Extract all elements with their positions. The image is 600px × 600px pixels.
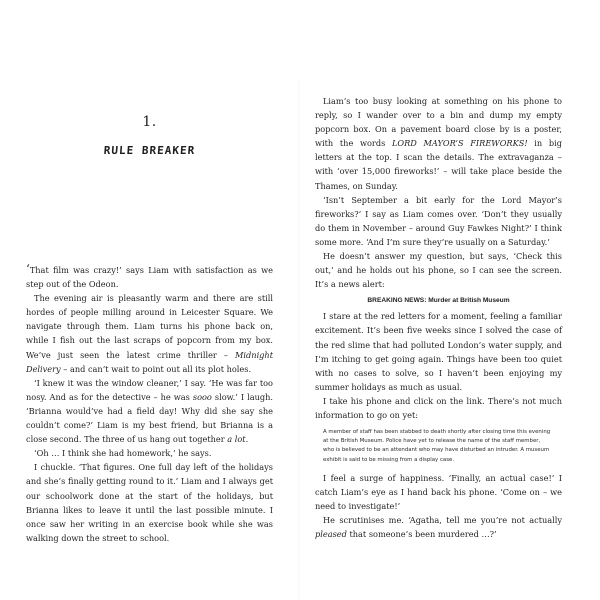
right-paragraphs-end <box>315 471 562 541</box>
text-segment: ‘Oh … I think she had homework,’ he says. <box>34 448 212 459</box>
text-segment: I take his phone and click on the link. There’s not much information to go on yet: <box>315 395 562 420</box>
paragraph <box>26 376 273 446</box>
left-page-body <box>26 262 273 545</box>
paragraph <box>26 291 273 376</box>
text-segment: He scrutinises me. ‘Agatha, tell me you’re not actually <box>323 515 562 526</box>
paragraph <box>315 394 562 422</box>
text-segment: that someone’s been murdered …?’ <box>346 529 497 540</box>
text-segment: ‘Isn’t September a bit early for the Lord Mayor’s fireworks?’ I say as Liam comes over. ‘Don’t they usually do them in November – around Guy Fawkes Night?’ I think some more. ‘And I’m sure they’re usually on a Saturday.’ <box>315 194 562 247</box>
text-segment: ‘ <box>26 262 30 276</box>
text-segment: The evening air is pleasantly warm and there are still hordes of people milling around in Leicester Square. We navigate through them. Liam turns his phone back on, while I fish out the last scraps of popcorn from my box. We’ve just seen the latest crime thriller – <box>26 293 273 360</box>
right-paragraphs-before-alert <box>315 94 562 291</box>
right-page-body <box>315 94 562 541</box>
paragraph <box>26 460 273 545</box>
italic-text: Midnight Delivery <box>26 349 273 374</box>
paragraph <box>315 471 562 513</box>
paragraph <box>315 513 562 541</box>
text-segment: ‘I knew it was the window cleaner,’ I say. ‘He was far too nosy. And as for the detective – he was <box>26 377 273 402</box>
text-segment: Liam’s too busy looking at something on his phone to reply, so I wander over to a bin and dump my empty popcorn box. On a pavement board close by is a poster, with the words <box>315 96 562 149</box>
text-segment: – and can’t wait to point out all its plot holes. <box>60 363 252 374</box>
text-segment: I chuckle. ‘That figures. One full day left of the holidays and she’s finally getting round to it.’ Liam and I always get our schoolwork done at the start of the holidays, but Brianna likes to leave it until the last possible minute. I once saw her writing in an exercise book while she was walking down the street to school. <box>26 462 273 543</box>
chapter-number: 1. <box>142 114 157 130</box>
italic-text: LORD MAYOR’S FIREWORKS! <box>391 138 528 149</box>
text-segment: I feel a surge of happiness. ‘Finally, an actual case!’ I catch Liam’s eye as I hand back his phone. ‘Come on – we need to investigate!’ <box>315 472 562 512</box>
paragraph <box>315 193 562 249</box>
text-segment: . <box>245 434 249 445</box>
text-segment: He doesn’t answer my question, but says, ‘Check this out,’ and he holds out his phone, so I can see the screen. It’s a news alert: <box>315 251 562 290</box>
paragraph <box>26 262 273 291</box>
italic-text: pleased <box>315 529 347 540</box>
italic-text: a lot <box>227 434 246 445</box>
right-paragraphs-after-alert <box>315 309 562 422</box>
text-segment: in big letters at the top. I scan the details. The extravaganza – with ‘over 15,000 fireworks!’ – will take place beside the Thames, on Sunday. <box>315 138 562 191</box>
paragraph <box>315 309 562 394</box>
paragraph <box>315 249 562 291</box>
italic-text: sooo <box>192 391 212 402</box>
text-segment: That film was crazy!’ says Liam with satisfaction as we step out of the Odeon. <box>26 265 273 290</box>
paragraph <box>26 446 273 460</box>
paragraph <box>315 94 562 193</box>
chapter-title: RULE BREAKER <box>103 144 196 157</box>
text-segment: slow.’ I laugh. ‘Brianna would’ve had a field day! Why did she say she couldn’t come?’ Liam is my best friend, but Brianna is a close second. The three of us hang out together <box>26 391 274 445</box>
news-article-excerpt: A member of staff has been stabbed to death shortly after closing time this evening at the British Museum. Police have yet to release the name of the staff member, who is believed to be an attendant who may have disturbed an intruder. A museum exhibit is said to be missing from a display case. <box>323 429 551 463</box>
text-segment: I stare at the red letters for a moment, feeling a familiar excitement. It’s been five weeks since I solved the case of the red slime that had polluted London’s water supply, and I’m itching to get going again. Things have been too quiet with no cases to solve, so I haven’t been enjoying my summer holidays as much as usual. <box>315 311 562 392</box>
news-alert-title: BREAKING NEWS: Murder at British Museum <box>367 297 510 305</box>
